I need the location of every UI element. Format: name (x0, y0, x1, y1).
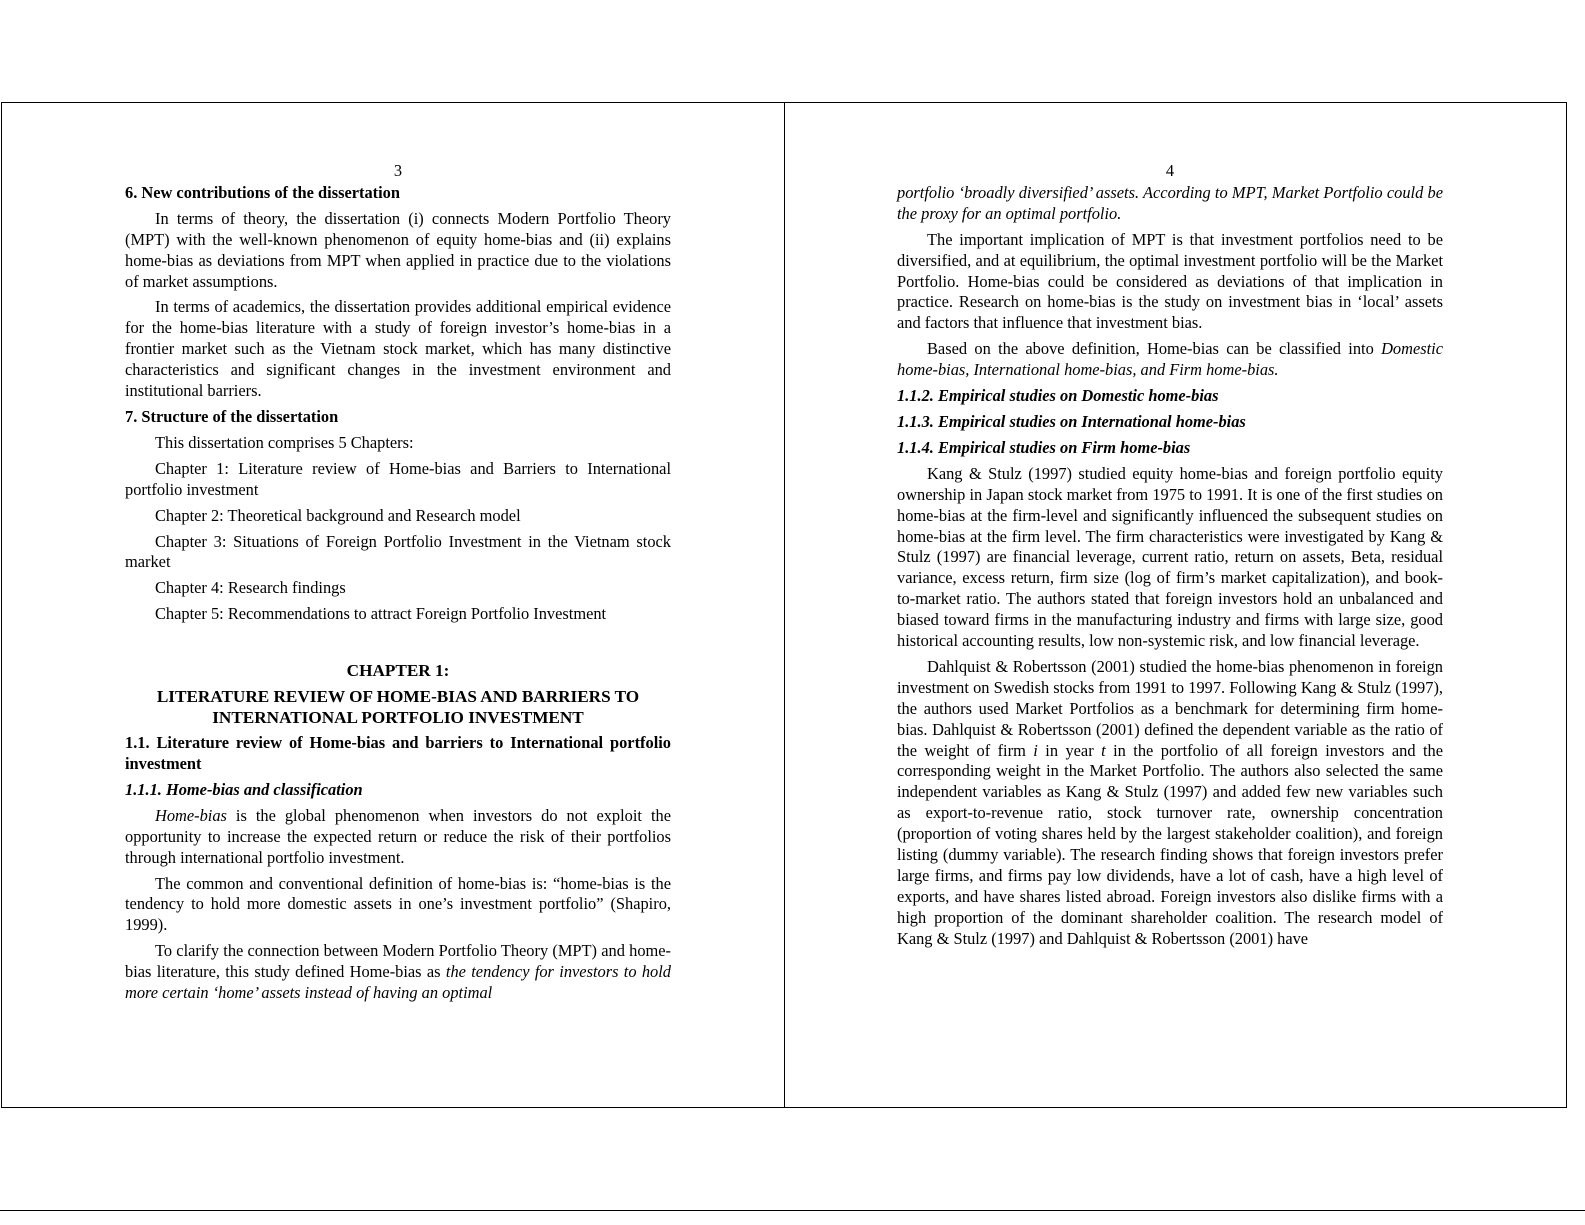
chapter-list-item: Chapter 4: Research findings (155, 578, 346, 598)
page-4 (784, 102, 1567, 1108)
text: To clarify the connection between Modern Portfolio Theory (MPT) and home-bias literature, this study defined Home-bias as (125, 941, 671, 982)
italic-definition: the tendency for investors to hold more certain ‘home’ assets instead of having an optimal (125, 962, 672, 1003)
page-number: 4 (1165, 161, 1175, 180)
page-4-text-column (897, 161, 1443, 955)
divider-line (0, 1210, 1585, 1211)
italic-var: t (1101, 740, 1106, 760)
chapter-subtitle: LITERATURE REVIEW OF HOME-BIAS AND BARRIERS TO INTERNATIONAL PORTFOLIO INVESTMENT (156, 687, 640, 728)
section-heading-1-1-2: 1.1.2. Empirical studies on Domestic home-bias (897, 386, 1219, 406)
paragraph (125, 941, 671, 1004)
text: in the portfolio of all foreign investors and the corresponding weight in the Market Portfolio. The authors also selected the same independent variables as Kang & Stulz (1997) and added few new variables such as export-to-revenue ratio, stock turnover rate, ownership concentration (proportion of voting shares held by the largest stakeholder coalition), and foreign listing (dummy variable). The research finding shows that foreign investors prefer large firms, and firms pay low dividends, have a lot of cash, have a high level of exports, and have shares listed abroad. Foreign investors also dislike firms with a high proportion of the dominant shareholder coalition. The research model of Kang & Stulz (1997) and Dahlquist & Robertsson (2001) have (897, 740, 1443, 948)
chapter-list-item: Chapter 2: Theoretical background and Research model (155, 505, 521, 525)
page-3 (1, 102, 785, 1108)
section-heading-1-1-4: 1.1.4. Empirical studies on Firm home-bias (897, 437, 1191, 457)
paragraph: The important implication of MPT is that investment portfolios need to be diversified, and at equilibrium, the optimal investment portfolio will be the Market Portfolio. Home-bias could be considered as deviations of that implication in practice. Research on home-bias is the study on investment bias in ‘local’ assets and factors that influence that investment bias. (897, 229, 1443, 333)
section-heading-1-1-3: 1.1.3. Empirical studies on International home-bias (897, 411, 1246, 431)
paragraph: In terms of academics, the dissertation provides additional empirical evidence for the home-bias literature with a study of foreign investor’s home-bias in a frontier market such as the Vietnam stock market, which has many distinctive characteristics and significant changes in the investment environment and institutional barriers. (125, 297, 671, 401)
section-heading-6: 6. New contributions of the dissertation (125, 182, 400, 202)
italic-var: i (1033, 740, 1038, 760)
page-number: 3 (393, 161, 403, 180)
section-heading-1-1-1: 1.1.1. Home-bias and classification (125, 779, 363, 799)
chapter-title: CHAPTER 1: (346, 661, 450, 681)
chapter-list-item: Chapter 3: Situations of Foreign Portfolio Investment in the Vietnam stock market (125, 531, 671, 572)
italic-term: Home-bias (155, 805, 227, 825)
chapter-list-item: Chapter 1: Literature review of Home-bias and Barriers to International portfolio investment (125, 458, 671, 499)
paragraph: Kang & Stulz (1997) studied equity home-bias and foreign portfolio equity ownership in Japan stock market from 1975 to 1991. It is one of the first studies on home-bias at the firm-level and significantly influenced the subsequent studies on home-bias at the firm level. The firm characteristics were investigated by Kang & Stulz (1997) are financial leverage, current ratio, return on assets, Beta, residual variance, excess return, firm size (log of firm’s market capitalization), and book-to-market ratio. The authors stated that foreign investors hold an unbalanced and biased toward firms in the manufacturing industry and firms with large size, good historical accounting results, low non-systemic risk, and low financial leverage. (897, 463, 1443, 651)
paragraph: The common and conventional definition of home-bias is: “home-bias is the tendency to hold more domestic assets in one’s investment portfolio” (Shapiro, 1999). (125, 873, 671, 935)
section-heading-1-1: 1.1. Literature review of Home-bias and barriers to International portfolio investment (125, 733, 671, 774)
italic-text: Domestic home-bias, International home-bias, and Firm home-bias. (897, 339, 1443, 380)
paragraph (897, 339, 1443, 381)
section-heading-7: 7. Structure of the dissertation (125, 406, 339, 426)
paragraph: This dissertation comprises 5 Chapters: (155, 432, 414, 452)
text: in year (1037, 740, 1102, 760)
paragraph: In terms of theory, the dissertation (i) connects Modern Portfolio Theory (MPT) with the well-known phenomenon of equity home-bias and (ii) explains home-bias as deviations from MPT when applied in practice due to the violations of market assumptions. (125, 208, 671, 291)
italic-text: portfolio ‘broadly diversified’ assets. According to MPT, Market Portfolio could be the proxy for an optimal portfolio. (897, 182, 1443, 223)
chapter-list-item: Chapter 5: Recommendations to attract Foreign Portfolio Investment (155, 604, 607, 624)
text: Dahlquist & Robertsson (2001) studied the home-bias phenomenon in foreign investment on Swedish stocks from 1991 to 1997. Following Kang & Stulz (1997), the authors used Market Portfolios as a benchmark for determining firm home-bias. Dahlquist & Robertsson (2001) defined the dependent variable as the ratio of the weight of firm (897, 656, 1443, 760)
paragraph (897, 183, 1443, 225)
text: Based on the above definition, Home-bias can be classified into (927, 339, 1382, 359)
paragraph (897, 657, 1443, 950)
page-3-text-column (125, 161, 671, 1009)
text: is the global phenomenon when investors do not exploit the opportunity to increase the expected return or reduce the risk of their portfolios through international portfolio investment. (125, 805, 671, 867)
paragraph (125, 806, 671, 869)
